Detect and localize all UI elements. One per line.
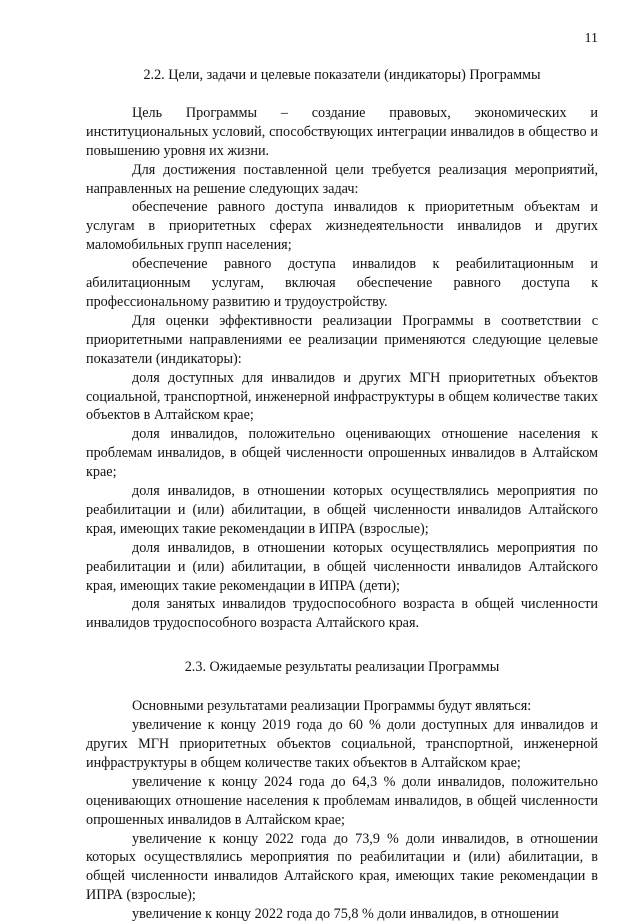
result-item: увеличение к концу 2024 года до 64,3 % доли инвалидов, положительно оценивающих отношение населения к проблемам инвалидов, в общей численности опрошенных инвалидов в Алтайском крае;: [86, 773, 598, 828]
indicators-intro-paragraph: Для оценки эффективности реализации Программы в соответствии с приоритетными направлениями ее реализации применяются следующие целевые показатели (индикаторы):: [86, 312, 598, 367]
result-item: увеличение к концу 2019 года до 60 % доли доступных для инвалидов и других МГН приоритетных объектов социальной, транспортной, инженерной инфраструктуры в общем количестве таких объектов в Алтайском крае;: [86, 717, 598, 771]
task-item: обеспечение равного доступа инвалидов к приоритетным объектам и услугам в приоритетных сферах жизнедеятельности инвалидов и других маломобильных групп населения;: [86, 199, 598, 254]
section-2-2-title: 2.2. Цели, задачи и целевые показатели (индикаторы) Программы: [143, 67, 541, 83]
indicator-item: доля инвалидов, положительно оценивающих отношение населения к проблемам инвалидов, в общей численности опрошенных инвалидов в Алтайском крае;: [86, 426, 598, 481]
section-2-3-title: 2.3. Ожидаемые результаты реализации Программы: [184, 659, 500, 676]
result-item: увеличение к концу 2022 года до 73,9 % доли инвалидов, в отношении которых осуществлялись мероприятия по реабилитации и (или) абилитации, в общей численности инвалидов Алтайского края, имеющих такие рекомендации в ИПРА (взрослые);: [86, 830, 598, 904]
indicator-item: доля занятых инвалидов трудоспособного возраста в общей численности инвалидов трудоспособного возраста Алтайского края.: [86, 596, 598, 632]
indicator-item: доля инвалидов, в отношении которых осуществлялись мероприятия по реабилитации и (или) абилитации, в общей численности инвалидов Алтайского края, имеющих такие рекомендации в ИПРА (взрослые);: [86, 483, 598, 537]
page-number: 11: [584, 31, 598, 46]
task-item: обеспечение равного доступа инвалидов к реабилитационным и абилитационным услугам, включая обеспечение равного доступа к профессиональному развитию и трудоустройству.: [86, 256, 598, 310]
tasks-intro-paragraph: Для достижения поставленной цели требуется реализация мероприятий, направленных на решение следующих задач:: [86, 161, 598, 197]
page-content: [86, 66, 598, 924]
indicator-item: доля инвалидов, в отношении которых осуществлялись мероприятия по реабилитации и (или) абилитации, в общей численности инвалидов Алтайского края, имеющих такие рекомендации в ИПРА (дети);: [86, 539, 598, 594]
result-item: увеличение к концу 2022 года до 75,8 % доли инвалидов, в отношении: [132, 906, 559, 923]
goal-paragraph: Цель Программы – создание правовых, экономических и институциональных условий, способствующих интеграции инвалидов в общество и повышению уровня их жизни.: [86, 104, 598, 159]
results-intro-paragraph: Основными результатами реализации Программы будут являться:: [132, 698, 532, 715]
indicator-item: доля доступных для инвалидов и других МГН приоритетных объектов социальной, транспортной, инженерной инфраструктуры в общем количестве таких объектов в Алтайском крае;: [86, 369, 598, 424]
